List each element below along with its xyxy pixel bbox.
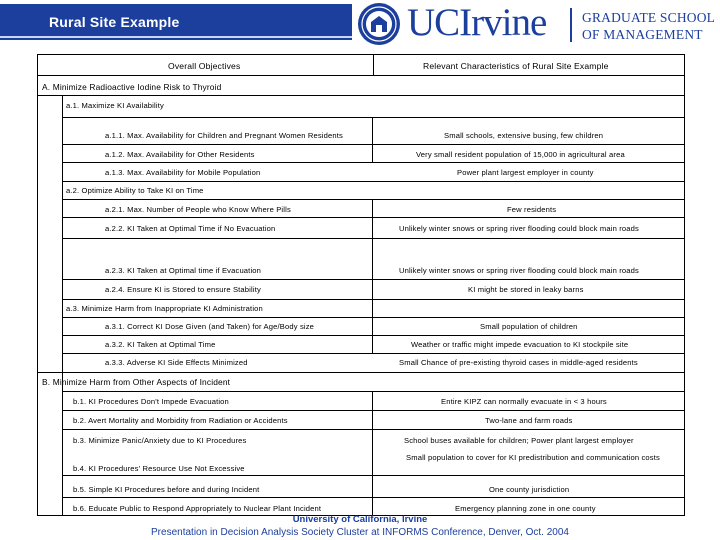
characteristic-a31: Small population of children [480,322,578,331]
objective-a: A. Minimize Radioactive Iodine Risk to Thyroid [42,82,222,92]
divider [62,181,684,182]
slide-header [0,0,720,48]
divider [62,95,63,515]
characteristic-a21: Few residents [507,205,557,214]
divider [62,199,684,200]
uc-seal-icon [357,2,401,46]
divider [62,353,684,354]
characteristic-a33: Small Chance of pre-existing thyroid cases in middle-aged residents [399,358,638,367]
divider [62,299,684,300]
objective-b6: b.6. Educate Public to Respond Appropriately to Nuclear Plant Incident [73,504,322,513]
characteristic-b4: Small population to cover for KI predistribution and communication costs [406,453,660,462]
subobjective-a3: a.3. Minimize Harm from Inappropriate KI Administration [66,304,263,313]
school-name-line1: GRADUATE SCHOOL [582,10,716,25]
divider [62,317,684,318]
footer-presentation: Presentation in Decision Analysis Society Cluster at INFORMS Conference, Denver, Oct. 2004 [151,527,569,538]
column-header-characteristics: Relevant Characteristics of Rural Site Example [423,61,609,71]
objective-a32: a.3.2. KI Taken at Optimal Time [105,340,216,349]
title-bar-underline [0,36,352,38]
footer-university: University of California, Irvine [292,514,428,525]
characteristic-b6: Emergency planning zone in one county [455,504,596,513]
divider [373,55,374,75]
divider [38,95,684,96]
objective-a23: a.2.3. KI Taken at Optimal time if Evacuation [105,266,262,275]
divider [372,391,373,515]
objective-a12: a.1.2. Max. Availability for Other Residents [105,150,255,159]
column-header-objectives: Overall Objectives [168,61,241,71]
objective-b4: b.4. KI Procedures' Resource Use Not Excessive [73,464,245,473]
divider [62,238,684,239]
characteristic-b1: Entire KIPZ can normally evacuate in < 3 hours [441,397,607,406]
objective-a31: a.3.1. Correct KI Dose Given (and Taken) for Age/Body size [105,322,315,331]
divider [62,335,684,336]
characteristic-a23: Unlikely winter snows or spring river flooding could block main roads [399,266,639,275]
objective-b1: b.1. KI Procedures Don't Impede Evacuation [73,397,229,406]
objective-a11: a.1.1. Max. Availability for Children and Pregnant Women Residents [105,131,343,140]
divider [62,162,684,163]
divider [62,475,684,476]
characteristic-a12: Very small resident population of 15,000 in agricultural area [416,150,625,159]
characteristic-b2: Two-lane and farm roads [485,416,573,425]
characteristic-b3: School buses available for children; Power plant largest employer [404,436,634,445]
objective-b3: b.3. Minimize Panic/Anxiety due to KI Procedures [73,436,247,445]
divider [62,217,684,218]
characteristic-a32: Weather or traffic might impede evacuation to KI stockpile site [411,340,629,349]
objective-a33: a.3.3. Adverse KI Side Effects Minimized [105,358,248,367]
objective-b: B. Minimize Harm from Other Aspects of Incident [42,377,231,387]
divider [38,75,684,76]
objective-a24: a.2.4. Ensure KI is Stored to ensure Stability [105,285,261,294]
objective-a21: a.2.1. Max. Number of People who Know Where Pills [105,205,291,214]
characteristic-a24: KI might be stored in leaky barns [468,285,584,294]
school-name-line2: OF MANAGEMENT [582,27,703,42]
objective-a13: a.1.3. Max. Availability for Mobile Population [105,168,261,177]
objectives-table [37,54,685,516]
objective-a22: a.2.2. KI Taken at Optimal Time if No Evacuation [105,224,276,233]
uc-irvine-logo: UCIrvine [407,1,547,44]
divider [62,429,684,430]
divider [372,317,373,353]
slide-title: Rural Site Example [49,14,180,30]
divider [38,372,684,373]
logo-divider [570,8,572,42]
divider [62,410,684,411]
characteristic-b5: One county jurisdiction [489,485,570,494]
divider [62,279,684,280]
divider [62,144,684,145]
objective-b2: b.2. Avert Mortality and Morbidity from Radiation or Accidents [73,416,288,425]
characteristic-a22: Unlikely winter snows or spring river flooding could block main roads [399,224,639,233]
divider [62,391,684,392]
divider [372,117,373,162]
subobjective-a2: a.2. Optimize Ability to Take KI on Time [66,186,204,195]
divider [62,117,684,118]
divider [62,497,684,498]
subobjective-a1: a.1. Maximize KI Availability [66,101,164,110]
objective-b5: b.5. Simple KI Procedures before and during Incident [73,485,260,494]
characteristic-a11: Small schools, extensive busing, few children [444,131,604,140]
characteristic-a13: Power plant largest employer in county [457,168,594,177]
